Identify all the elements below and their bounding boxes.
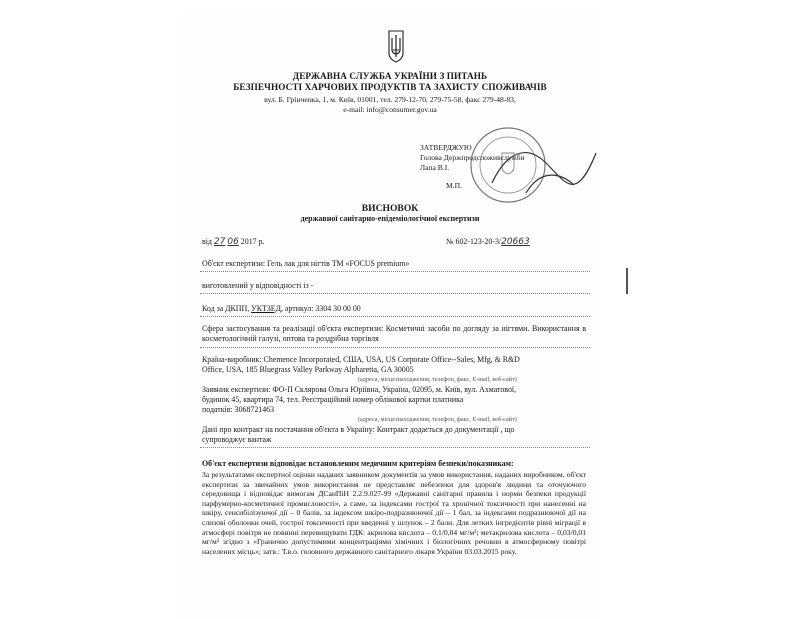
agency-address: вул. Б. Грінченка, 1, м. Київ, 01001, тел. 279-12-70, 279-75-58, факс 279-48-83, — [264, 95, 516, 104]
field-contract-line2: супроводжує вантаж — [202, 435, 272, 444]
number-prefix: № 602-123-20-3/ — [446, 237, 502, 246]
date-month: 06 — [227, 237, 239, 247]
approval-mp: М.П. — [446, 181, 463, 190]
field-scope: Сфера застосування та реалізації об'єкта експертизи: Косметичні засоби по догляду за нігтями. Використання в косметологічній галузі, оптова та роздрібна торгівля — [202, 324, 586, 343]
divider — [200, 447, 590, 448]
date-prefix: від — [202, 237, 212, 246]
scan-mark — [626, 268, 628, 294]
divider — [200, 293, 590, 294]
field-country-line1: Країна-виробник: Chemence Incorporated, США, USA, US Corporate Office--Sales, Mfg, & R&D — [202, 355, 520, 364]
code-suffix: , артикул: 3304 30 00 00 — [280, 304, 361, 313]
field-applicant-line1: Заявник експертизи: ФО-П Склярова Ольга Юріївна, Україна, 02095, м. Київ, вул. Ахматової, — [202, 385, 517, 394]
agency-name-line1: ДЕРЖАВНА СЛУЖБА УКРАЇНИ З ПИТАНЬ — [292, 71, 488, 81]
agency-email: e-mail: info@consumer.gov.ua — [343, 105, 437, 114]
field-contract-line1: Дані про контракт на постачання об'єкта в Україну: Контракт додається до документації , що — [202, 425, 515, 434]
certificate-document — [180, 15, 600, 619]
approval-title: ЗАТВЕРДЖУЮ — [420, 143, 472, 152]
code-uktzed: УКТЗЕД — [251, 304, 281, 313]
handwritten-signature-icon — [486, 133, 600, 213]
document-number — [446, 237, 530, 247]
field-country-line2: Office, USA, 185 Bluegrass Valley Parkway Alpharetta, GA 30005 — [202, 365, 414, 374]
code-prefix: Код за ДКПП, — [202, 304, 252, 313]
field-applicant-line3: податків: 3068721463 — [202, 405, 275, 414]
divider — [200, 316, 590, 317]
date-line — [202, 237, 264, 247]
divider — [200, 347, 590, 348]
agency-name-line2: БЕЗПЕЧНОСТІ ХАРЧОВИХ ПРОДУКТІВ ТА ЗАХИСТУ СПОЖИВАЧІВ — [233, 82, 547, 92]
field-object: Об'єкт експертизи: Гель лак для нігтів ТМ «FOCUS premium» — [202, 259, 410, 268]
number-handwritten: 20663 — [501, 237, 530, 247]
divider — [200, 271, 590, 272]
date-year: 2017 р. — [240, 237, 265, 246]
conclusion-text: За результатами експертної оцінки наданих заявником документів за умов використання, наданих виробником, об'єкт експертизи за звичайних умов використання не представляє небезпеки для здоров'я людини та оточуючого середовища і відповідає вимогам ДСанПіН 2.2.9.027-99 «Державні санітарні правила і норми безпеки продукції парфумерно-косметичної промисловості», а саме, за індексами гострої та хронічної токсичності при нанесенні на шкіру, сенсибілізуючої дії – 0 балів, за індексом шкіро-подразнюючої дії – 1 бал, за індексами подразнюючої дії на слизові оболонки очей, гострої токсичності при введенні у шлунок – 2 бали. Для летких інгредієнтів рівні міграції в атмосфері повітря не повинні перевищувати ГДК: акрилова кислота – 0,1/0,04 мг/м³; метакрилова кислота – 0,03/0,01 мг/м³ згідно з «Гранично допустимими концентраціями хімічних і біологічних речовин в атмосферному повітрі населених місць»; затв.: Т.в.о. головного державного санітарного лікаря України 03.03.2015 року. — [202, 470, 586, 556]
trident-emblem-icon — [387, 29, 405, 63]
document-title: ВИСНОВОК — [361, 203, 419, 214]
field-manufactured: виготовлений у відповідності із - — [202, 281, 314, 290]
field-country-note: (адреса, місцезнаходження, телефон, факс, E-mail, веб-сайт) — [358, 376, 517, 383]
field-applicant-note: (адреса, місцезнаходження, телефон, факс, E-mail, веб-сайт) — [358, 416, 517, 423]
field-applicant-line2: будинок 45, квартира 74, тел. Реєстраційний номер облікової картки платника — [202, 395, 464, 404]
conclusion-heading: Об'єкт експертизи відповідає встановленим медичним критеріям безпеки/показникам: — [202, 459, 514, 468]
document-subtitle: державної санітарно-епідеміологічної експертизи — [300, 214, 480, 223]
date-day: 27 — [213, 237, 226, 247]
approval-position: Голова Держпродспоживслужби — [420, 153, 525, 162]
approval-name: Лапа В.І. — [420, 163, 450, 172]
field-code — [202, 304, 361, 314]
